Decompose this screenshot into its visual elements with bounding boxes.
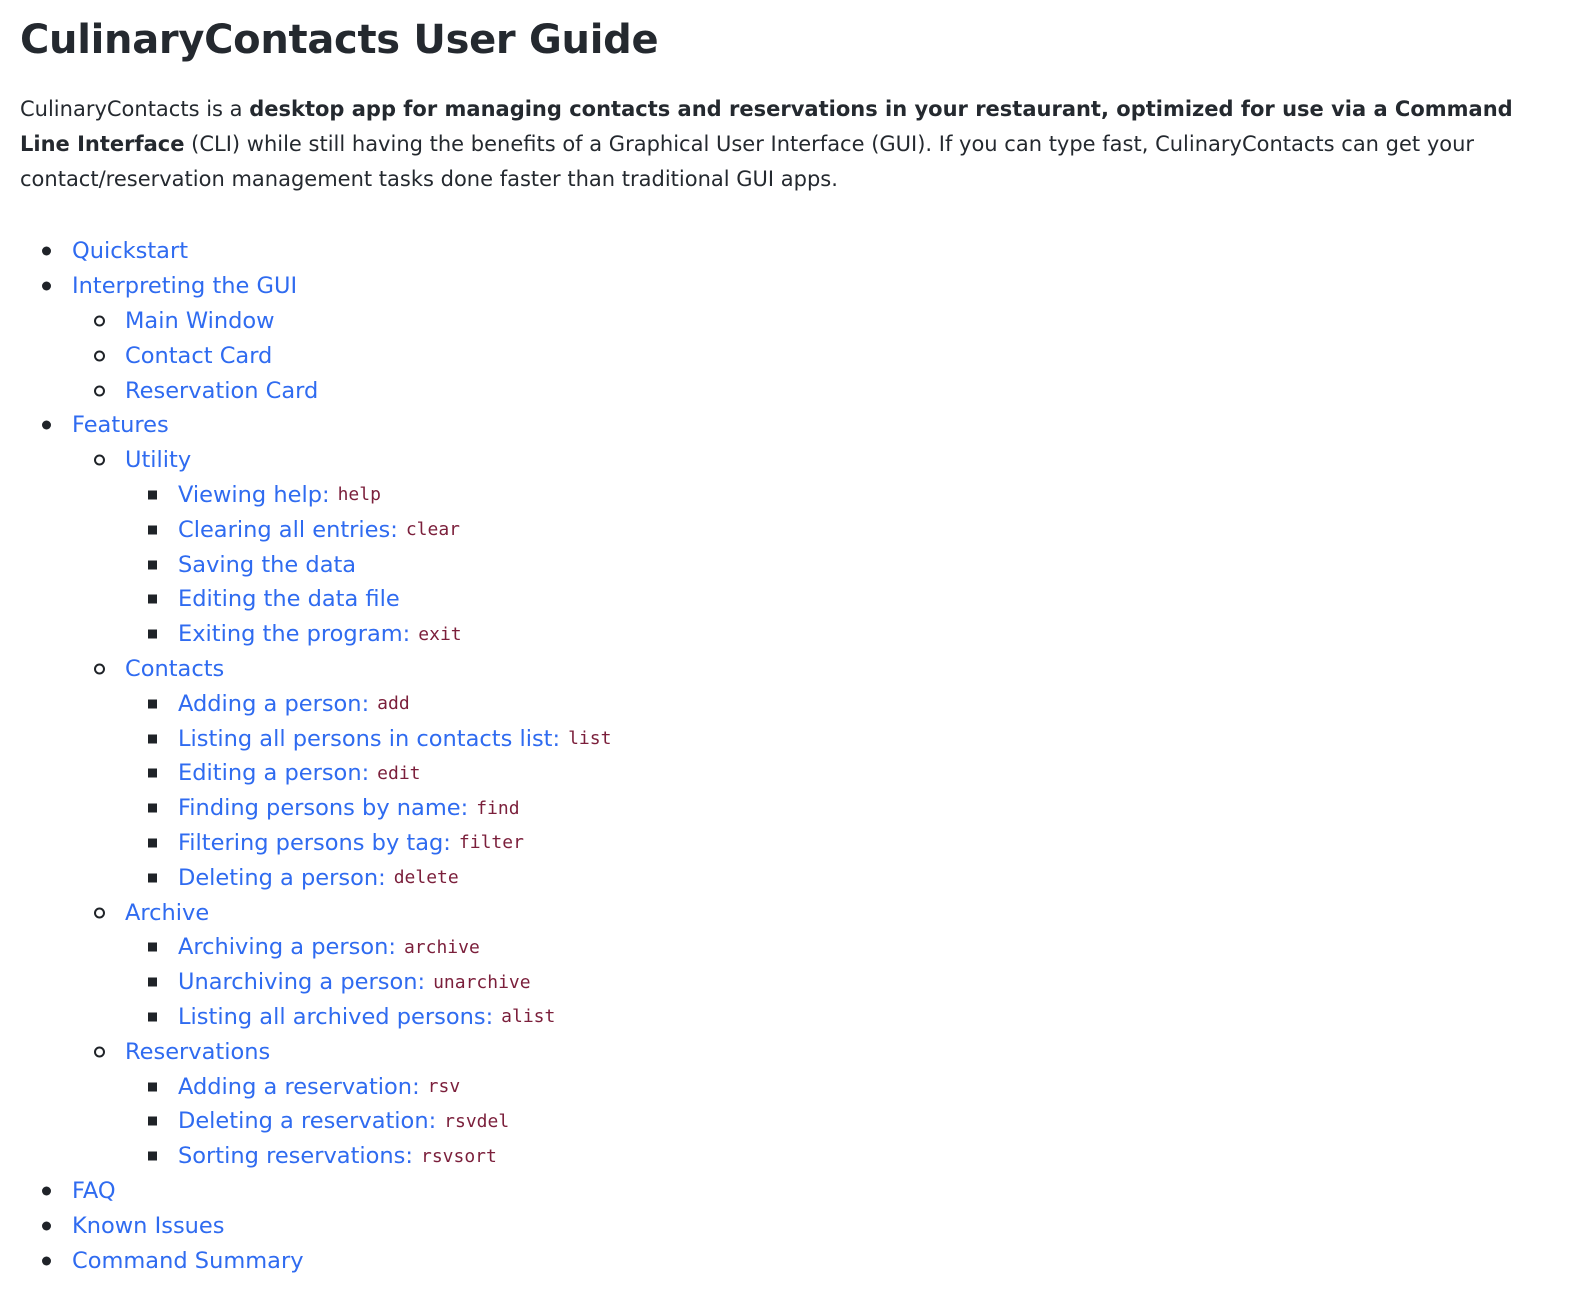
toc-link-quickstart[interactable]: Quickstart: [72, 238, 189, 265]
toc-item-archive: [20, 895, 1576, 1034]
toc-item-faq: [20, 1174, 1576, 1209]
toc-item-listing-persons: [20, 721, 1576, 756]
toc-item-deleting-person: [20, 860, 1576, 895]
command-code: rsv: [427, 1076, 461, 1098]
bullet-square-icon: [148, 1152, 157, 1161]
command-code: list: [568, 728, 612, 750]
bullet-circle-icon: [94, 663, 105, 674]
table-of-contents: [20, 234, 1576, 1278]
intro-bold: desktop app for managing contacts and reservations in your restaurant, optimized for use via a Command Line Interface: [20, 97, 1513, 156]
toc-link-adding-reservation[interactable]: Adding a reservation:: [178, 1073, 420, 1100]
toc-link-reservation-card[interactable]: Reservation Card: [125, 377, 319, 404]
command-code: clear: [405, 519, 460, 541]
toc-link-sorting-reservations[interactable]: Sorting reservations:: [178, 1143, 413, 1170]
toc-link-clearing-entries[interactable]: Clearing all entries:: [178, 516, 398, 543]
bullet-square-icon: [148, 699, 157, 708]
command-code: exit: [418, 623, 462, 645]
bullet-circle-icon: [94, 315, 105, 326]
toc-link-main-window[interactable]: Main Window: [125, 307, 275, 334]
toc-link-faq[interactable]: FAQ: [72, 1177, 116, 1204]
command-code: filter: [458, 832, 524, 854]
toc-link-adding-person[interactable]: Adding a person:: [178, 690, 370, 717]
bullet-square-icon: [148, 943, 157, 952]
toc-item-editing-data-file: [20, 582, 1576, 617]
toc-link-known-issues[interactable]: Known Issues: [72, 1212, 225, 1239]
bullet-square-icon: [148, 630, 157, 639]
toc-link-contact-card[interactable]: Contact Card: [125, 342, 273, 369]
toc-item-listing-archived: [20, 1000, 1576, 1035]
toc-item-features: [20, 408, 1576, 1174]
toc-item-contact-card: [20, 338, 1576, 373]
toc-link-reservations[interactable]: Reservations: [125, 1038, 271, 1065]
command-code: alist: [501, 1006, 556, 1028]
toc-item-adding-person: [20, 686, 1576, 721]
intro-suffix: (CLI) while still having the benefits of a Graphical User Interface (GUI). If you can type fast, CulinaryContacts can get your contact/reservation management tasks done faster than traditional GUI apps.: [20, 132, 1475, 191]
bullet-circle-icon: [94, 1046, 105, 1057]
toc-link-editing-data-file[interactable]: Editing the data file: [178, 586, 400, 613]
command-code: edit: [377, 762, 421, 784]
command-code: unarchive: [433, 971, 531, 993]
toc-link-finding-persons[interactable]: Finding persons by name:: [178, 795, 469, 822]
toc-link-saving-data[interactable]: Saving the data: [178, 551, 357, 578]
command-code: rsvdel: [444, 1110, 510, 1132]
bullet-square-icon: [148, 804, 157, 813]
command-code: help: [337, 484, 381, 506]
toc-item-archiving-person: [20, 930, 1576, 965]
toc-link-listing-persons[interactable]: Listing all persons in contacts list:: [178, 725, 561, 752]
bullet-square-icon: [148, 734, 157, 743]
bullet-square-icon: [148, 978, 157, 987]
bullet-circle-icon: [94, 350, 105, 361]
command-code: find: [476, 797, 520, 819]
bullet-square-icon: [148, 525, 157, 534]
toc-item-editing-person: [20, 756, 1576, 791]
toc-item-finding-persons: [20, 791, 1576, 826]
toc-link-archiving-person[interactable]: Archiving a person:: [178, 934, 396, 961]
toc-link-contacts[interactable]: Contacts: [125, 655, 225, 682]
toc-link-viewing-help[interactable]: Viewing help:: [178, 481, 330, 508]
intro-prefix: CulinaryContacts is a: [20, 97, 250, 121]
bullet-disc-icon: [42, 421, 51, 430]
toc-item-command-summary: [20, 1243, 1576, 1278]
bullet-disc-icon: [42, 247, 51, 256]
bullet-disc-icon: [42, 282, 51, 291]
bullet-square-icon: [148, 1117, 157, 1126]
toc-link-command-summary[interactable]: Command Summary: [72, 1247, 304, 1274]
intro-paragraph: [20, 92, 1565, 197]
toc-item-clearing-entries: [20, 512, 1576, 547]
toc-link-deleting-reservation[interactable]: Deleting a reservation:: [178, 1108, 437, 1135]
bullet-square-icon: [148, 769, 157, 778]
toc-item-viewing-help: [20, 478, 1576, 513]
bullet-circle-icon: [94, 455, 105, 466]
toc-link-unarchiving-person[interactable]: Unarchiving a person:: [178, 969, 426, 996]
toc-item-reservation-card: [20, 373, 1576, 408]
bullet-circle-icon: [94, 907, 105, 918]
toc-link-utility[interactable]: Utility: [125, 447, 192, 474]
bullet-square-icon: [148, 490, 157, 499]
bullet-square-icon: [148, 560, 157, 569]
toc-item-quickstart: [20, 234, 1576, 269]
toc-item-interpreting-gui: [20, 269, 1576, 408]
toc-link-archive[interactable]: Archive: [125, 899, 210, 926]
toc-item-reservations: [20, 1034, 1576, 1173]
command-code: add: [377, 693, 410, 715]
command-code: rsvsort: [421, 1145, 497, 1167]
bullet-square-icon: [148, 838, 157, 847]
bullet-disc-icon: [42, 1256, 51, 1265]
page-title: CulinaryContacts User Guide: [20, 17, 659, 63]
toc-item-contacts: [20, 652, 1576, 896]
toc-link-filtering-persons[interactable]: Filtering persons by tag:: [178, 829, 451, 856]
toc-item-deleting-reservation: [20, 1104, 1576, 1139]
bullet-circle-icon: [94, 385, 105, 396]
toc-link-listing-archived[interactable]: Listing all archived persons:: [178, 1003, 494, 1030]
toc-link-deleting-person[interactable]: Deleting a person:: [178, 864, 386, 891]
bullet-disc-icon: [42, 1221, 51, 1230]
toc-item-saving-data: [20, 547, 1576, 582]
toc-item-sorting-reservations: [20, 1139, 1576, 1174]
command-code: archive: [403, 936, 480, 958]
toc-item-main-window: [20, 304, 1576, 339]
bullet-square-icon: [148, 595, 157, 604]
toc-item-filtering-persons: [20, 826, 1576, 861]
bullet-square-icon: [148, 1012, 157, 1021]
command-code: delete: [393, 867, 459, 889]
bullet-disc-icon: [42, 1186, 51, 1195]
toc-item-known-issues: [20, 1208, 1576, 1243]
bullet-square-icon: [148, 873, 157, 882]
toc-link-exiting-program[interactable]: Exiting the program:: [178, 621, 411, 648]
toc-link-editing-person[interactable]: Editing a person:: [178, 760, 370, 787]
toc-item-unarchiving-person: [20, 965, 1576, 1000]
toc-item-exiting-program: [20, 617, 1576, 652]
toc-item-utility: [20, 443, 1576, 652]
bullet-square-icon: [148, 1082, 157, 1091]
toc-link-features[interactable]: Features: [72, 412, 169, 439]
toc-link-interpreting-gui[interactable]: Interpreting the GUI: [72, 273, 298, 300]
toc-item-adding-reservation: [20, 1069, 1576, 1104]
